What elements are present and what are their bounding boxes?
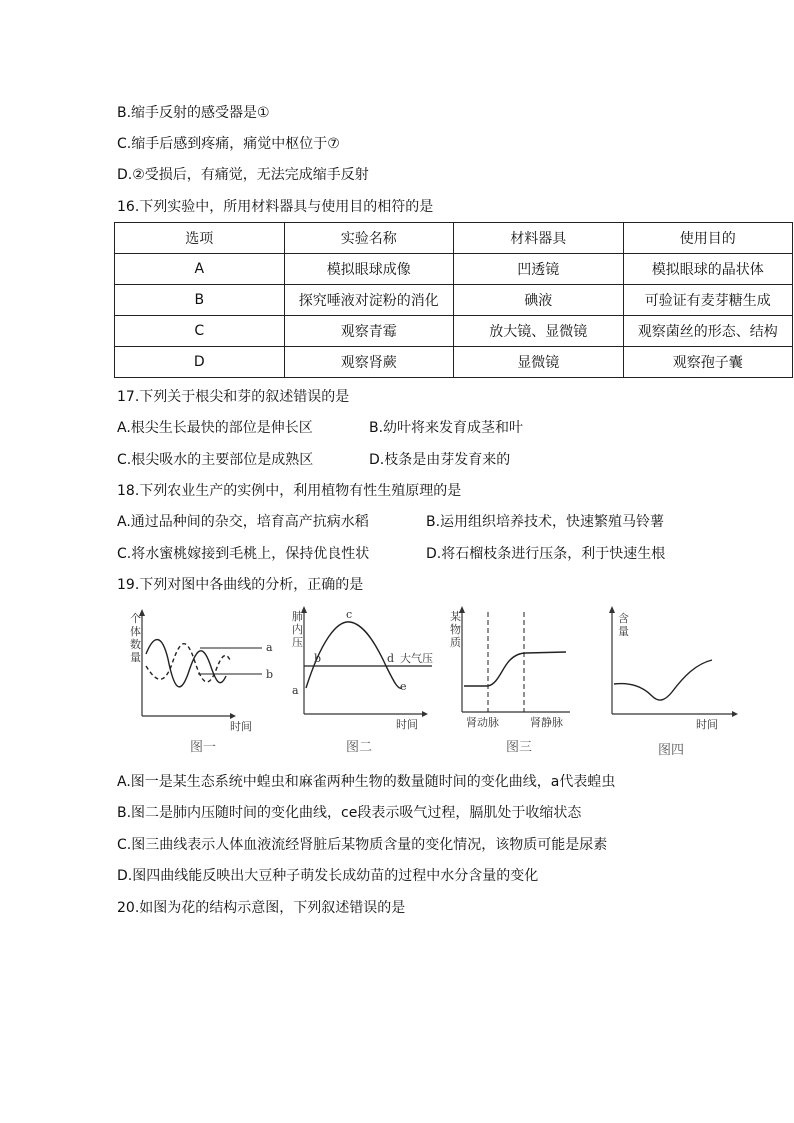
table-row: [115, 285, 793, 316]
fig2-point-label: d: [387, 652, 395, 665]
q19-option-d: D.图四曲线能反映出大豆种子萌发长成幼苗的过程中水分含量的变化: [117, 868, 539, 884]
table-cell: C: [115, 316, 285, 347]
q18-option-d: D.将石榴枝条进行压条，利于快速生根: [426, 546, 666, 562]
table-cell: A: [115, 254, 285, 285]
table-header: 实验名称: [284, 223, 454, 254]
fig1-ylabel-char: 数: [130, 638, 141, 651]
table-cell: 观察肾蕨: [284, 347, 454, 378]
table-cell: D: [115, 347, 285, 378]
fig4-caption: 图四: [658, 743, 685, 758]
q17-option-b: B.幼叶将来发育成茎和叶: [369, 420, 524, 436]
table-cell: 观察孢子囊: [623, 347, 793, 378]
table-row: [115, 347, 793, 378]
fig3-ylabel-char: 质: [450, 636, 461, 649]
table-cell: 探究唾液对淀粉的消化: [284, 285, 454, 316]
table-cell: 观察菌丝的形态、结构: [623, 316, 793, 347]
fig2-ylabel-char: 压: [292, 636, 303, 649]
table-cell: 碘液: [454, 285, 624, 316]
table-cell: 观察青霉: [284, 316, 454, 347]
q18-option-a: A.通过品种间的杂交，培育高产抗病水稻: [117, 514, 369, 530]
q16-table: [114, 222, 793, 378]
q19-option-b: B.图二是肺内压随时间的变化曲线，ce段表示吸气过程，膈肌处于收缩状态: [117, 805, 582, 821]
fig1-series-label: b: [266, 668, 274, 681]
table-cell: 可验证有麦芽糖生成: [623, 285, 793, 316]
fig1-curve-solid: [146, 640, 226, 687]
q17-stem: 17.下列关于根尖和芽的叙述错误的是: [117, 389, 350, 405]
fig2-point-label: e: [400, 680, 407, 693]
fig2-point-label: a: [292, 684, 299, 697]
table-cell: 放大镜、显微镜: [454, 316, 624, 347]
q19-option-a: A.图一是某生态系统中蝗虫和麻雀两种生物的数量随时间的变化曲线，a代表蝗虫: [117, 774, 616, 790]
fig2-ref-label: 大气压: [400, 652, 433, 665]
q15-option-c: C.缩手后感到疼痛，痛觉中枢位于⑦: [117, 136, 340, 152]
fig1-ylabel-char: 体: [130, 625, 141, 638]
table-cell: 凹透镜: [454, 254, 624, 285]
figure-1: [130, 604, 280, 764]
fig2-point-label: b: [314, 652, 322, 665]
fig1-ylabel-char: 量: [130, 651, 141, 664]
q17-option-a: A.根尖生长最快的部位是伸长区: [117, 420, 313, 436]
fig1-ylabel-char: 个: [130, 612, 141, 625]
fig4-xlabel: 时间: [696, 718, 718, 731]
table-cell: 显微镜: [454, 347, 624, 378]
fig3-substance-curve: [464, 652, 566, 686]
fig2-ylabel-char: 肺: [292, 610, 303, 623]
fig1-caption: 图一: [190, 740, 217, 755]
figure-4: [598, 604, 748, 764]
q19-stem: 19.下列对图中各曲线的分析，正确的是: [117, 577, 364, 593]
fig4-ylabel-char: 量: [618, 625, 629, 638]
table-header: 使用目的: [623, 223, 793, 254]
fig4-ylabel-char: 含: [618, 612, 629, 625]
q18-option-c: C.将水蜜桃嫁接到毛桃上，保持优良性状: [117, 546, 370, 562]
table-row: [115, 254, 793, 285]
table-header: 材料器具: [454, 223, 624, 254]
fig2-point-label: c: [346, 608, 353, 621]
fig4-content-curve: [614, 660, 712, 700]
table-row: [115, 316, 793, 347]
table-cell: 模拟眼球的晶状体: [623, 254, 793, 285]
q19-figures: [130, 604, 750, 764]
table-header: 选项: [115, 223, 285, 254]
q18-stem: 18.下列农业生产的实例中，利用植物有性生殖原理的是: [117, 483, 462, 499]
table-cell: 模拟眼球成像: [284, 254, 454, 285]
table-header-row: [115, 223, 793, 254]
q20-stem: 20.如图为花的结构示意图，下列叙述错误的是: [117, 900, 406, 916]
fig1-curve-dashed: [146, 644, 230, 682]
q15-option-d: D.②受损后，有痛觉，无法完成缩手反射: [117, 167, 369, 183]
q18-option-b: B.运用组织培养技术，快速繁殖马铃薯: [426, 514, 665, 530]
fig3-ylabel-char: 某: [450, 610, 461, 623]
q15-option-b: B.缩手反射的感受器是①: [117, 105, 270, 121]
fig2-ylabel-char: 内: [292, 623, 303, 636]
fig3-x-right-label: 肾静脉: [530, 716, 563, 729]
fig3-x-left-label: 肾动脉: [466, 716, 499, 729]
figure-3: [448, 604, 588, 764]
fig1-xlabel: 时间: [230, 720, 252, 733]
q17-option-d: D.枝条是由芽发育来的: [369, 452, 511, 468]
q17-option-c: C.根尖吸水的主要部位是成熟区: [117, 452, 314, 468]
fig3-ylabel-char: 物: [450, 623, 461, 636]
figure-2: [290, 604, 440, 764]
q19-option-c: C.图三曲线表示人体血液流经肾脏后某物质含量的变化情况，该物质可能是尿素: [117, 837, 608, 853]
table-cell: B: [115, 285, 285, 316]
fig1-series-label: a: [266, 641, 273, 654]
q16-stem: 16.下列实验中，所用材料器具与使用目的相符的是: [117, 199, 434, 215]
fig2-xlabel: 时间: [396, 718, 418, 731]
fig3-caption: 图三: [506, 740, 533, 755]
fig2-caption: 图二: [346, 740, 373, 755]
